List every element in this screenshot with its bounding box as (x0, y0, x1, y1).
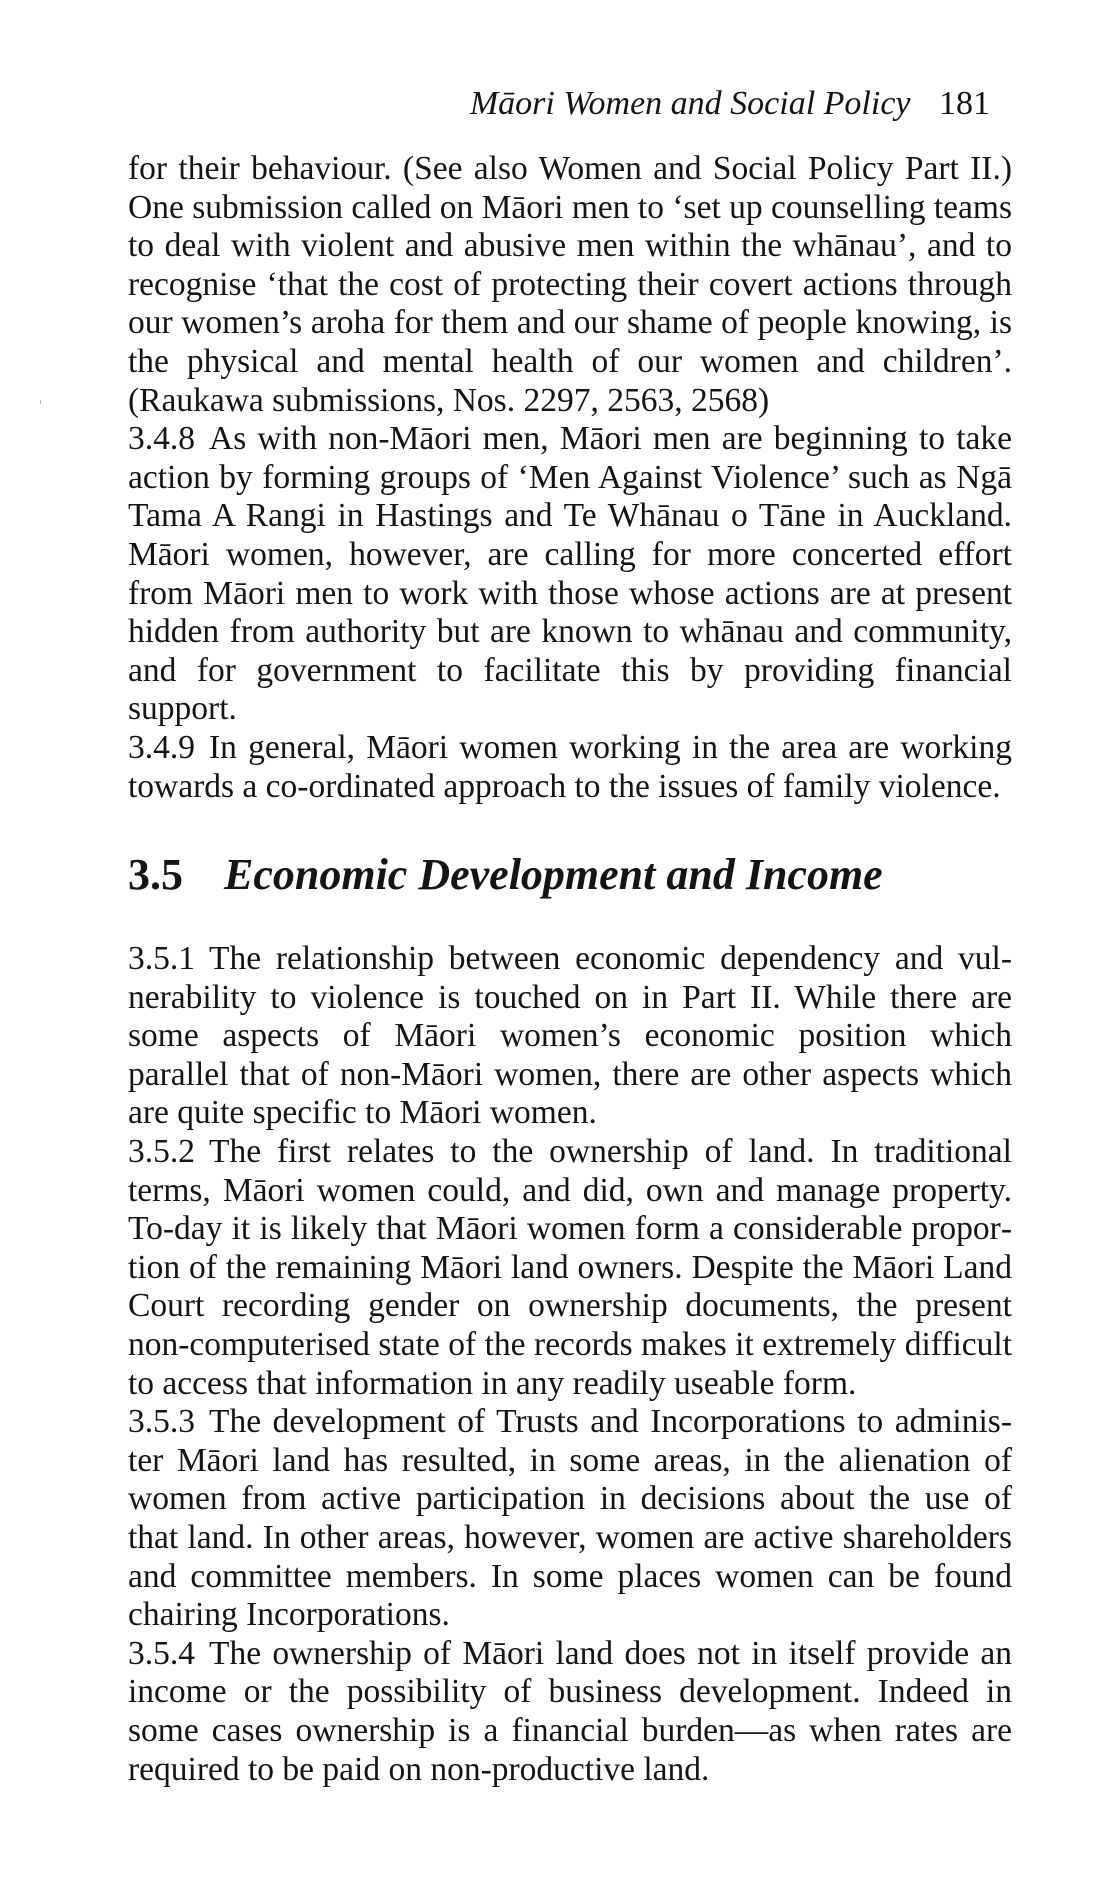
paragraph-text: The development of Trusts and Incorporations to administer Māori land has resulted, in some areas, in the alienation of women from active participation in decisions about the use of that land. In other areas, however, women are active shareholders and committee members. In some places women can be found chairing Incorporations. (128, 1403, 1012, 1634)
paragraph-intro: for their behaviour. (See also Women and Social Policy Part II.) One submission called on Māori men to ‘set up counselling teams to deal with violent and abusive men within the whānau’, and to recognise ‘that the cost of protecting their covert actions through our women’s aroha for them and our shame of people knowing, is the physical and mental health of our women and children’. (Raukawa submissions, Nos. 2297, 2563, 2568) (128, 150, 1012, 419)
paragraph-text: In general, Māori women working in the area are working towards a co-ordinated approach to the issues of family violence. (128, 728, 1012, 805)
paragraph-3-5-2 (128, 1133, 1012, 1403)
paragraph-number: 3.4.9 (128, 728, 195, 766)
paragraph-number: 3.5.2 (128, 1133, 195, 1171)
paragraph-text: The relationship between economic dependency and vulnerability to violence is touched on in Part II. While there are some aspects of Māori women’s economic position which parallel that of non-Māori women, there are other aspects which are quite specific to Māori women. (128, 940, 1012, 1132)
paragraph-3-4-9 (128, 729, 1012, 806)
paragraph-3-4-8 (128, 420, 1012, 729)
paragraph-text: The ownership of Māori land does not in itself provide an income or the possibility of business development. Indeed in some cases ownership is a financial burden—as when rates are required to be paid on non-productive land. (128, 1634, 1012, 1788)
paragraph-text: As with non-Māori men, Māori men are beginning to take action by forming groups of ‘Men Against Violence’ such as Ngā Tama A Rangi in Hastings and Te Whānau o Tāne in Auckland. Māori women, however, are calling for more concerted effort from Māori men to work with those whose actions are at present hidden from authority but are known to whānau and community, and for government to facilitate this by providing financial support. (128, 420, 1012, 728)
body-text (128, 150, 1012, 1789)
section-number: 3.5 (128, 850, 183, 900)
running-head (470, 84, 990, 124)
running-head-title: Māori Women and Social Policy (469, 85, 911, 122)
paragraph-text: The first relates to the ownership of land. In traditional terms, Māori women could, and did, own and manage property. To-day it is likely that Māori women form a considerable proportion of the remaining Māori land owners. Despite the Māori Land Court recording gender on ownership documents, the present non-computerised state of the records makes it extremely difficult to access that information in any readily useable form. (128, 1133, 1012, 1402)
section-heading (128, 850, 1012, 900)
section-title: Economic Development and Income (224, 850, 883, 900)
paragraph-number: 3.5.4 (128, 1634, 195, 1672)
paragraph-3-5-1 (128, 940, 1012, 1133)
paragraph-3-5-4 (128, 1635, 1012, 1789)
page-number: 181 (939, 85, 990, 122)
paragraph-number: 3.5.3 (128, 1403, 195, 1441)
paragraph-number: 3.5.1 (128, 940, 195, 978)
margin-mark (40, 400, 41, 404)
paragraph-number: 3.4.8 (128, 420, 195, 458)
paragraph-3-5-3 (128, 1403, 1012, 1635)
